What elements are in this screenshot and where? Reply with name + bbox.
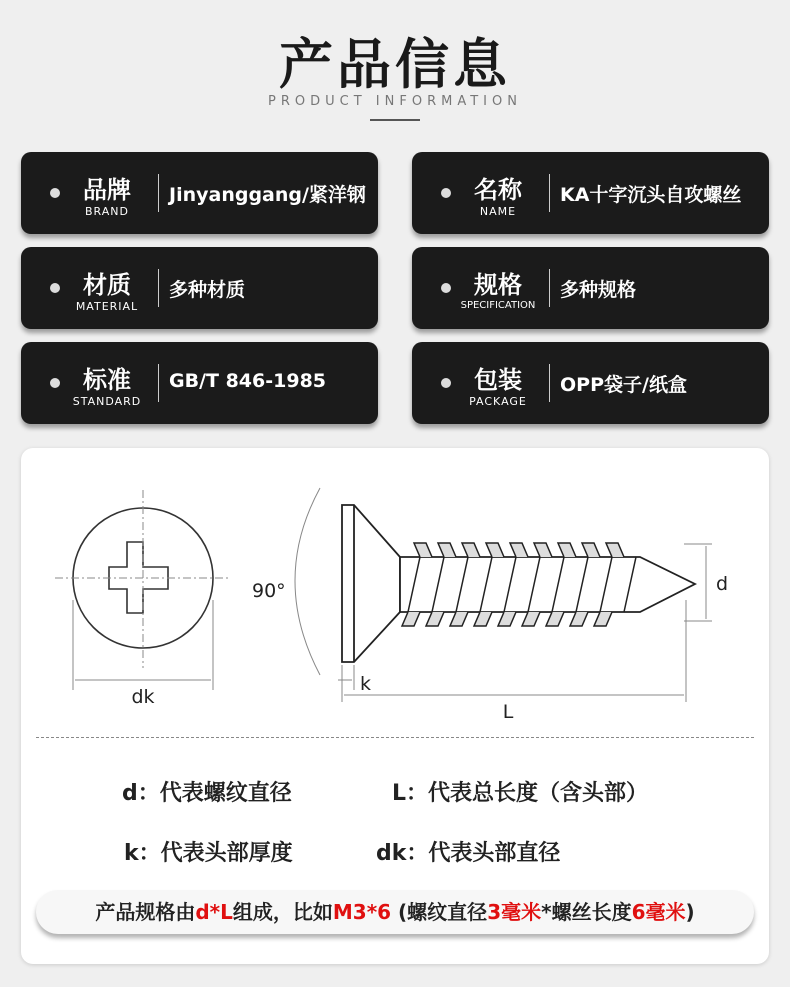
legend-d: d：代表螺纹直径	[122, 781, 292, 806]
spec-label: 名称	[474, 176, 522, 204]
note-highlight: d*L	[195, 900, 233, 924]
spec-value: 多种材质	[169, 279, 246, 301]
spec-example-note	[36, 890, 754, 934]
legend-dk: dk：代表头部直径	[376, 841, 561, 866]
legend-L: L：代表总长度（含头部）	[392, 781, 649, 806]
spec-label: 品牌	[83, 176, 131, 204]
spec-label-en: SPECIFICATION	[460, 300, 536, 311]
dim-k-label: k	[360, 673, 372, 695]
note-text: )	[685, 900, 695, 924]
spec-value: OPP袋子/纸盒	[560, 374, 687, 396]
dim-dk-label: dk	[131, 686, 155, 708]
note-highlight: 6毫米	[631, 900, 686, 924]
spec-label: 标准	[83, 366, 131, 394]
spec-value: GB/T 846-1985	[169, 370, 327, 392]
page-title: 产品信息	[279, 33, 511, 96]
note-text: 产品规格由	[95, 900, 196, 924]
spec-label-en: NAME	[479, 205, 517, 218]
screw-side-view	[342, 505, 695, 662]
spec-label-en: MATERIAL	[75, 300, 139, 313]
spec-value: KA十字沉头自攻螺丝	[560, 184, 742, 206]
spec-label: 材质	[83, 271, 131, 299]
spec-label-en: STANDARD	[72, 395, 142, 408]
spec-label: 包装	[474, 366, 522, 394]
spec-value: Jinyanggang/紧洋钢	[169, 184, 366, 206]
dashed-divider	[36, 737, 754, 738]
legend-k: k：代表头部厚度	[124, 841, 293, 866]
spec-label-en: BRAND	[85, 205, 129, 218]
note-highlight: 3毫米	[487, 900, 542, 924]
spec-label-en: PACKAGE	[469, 395, 527, 408]
page-subtitle: PRODUCT INFORMATION	[268, 94, 522, 109]
dim-L-label: L	[502, 701, 514, 723]
dim-d-label: d	[716, 573, 729, 595]
spec-value: 多种规格	[560, 279, 637, 301]
note-text: *螺丝长度	[541, 900, 632, 924]
spec-label: 规格	[474, 271, 522, 299]
angle-label: 90°	[252, 580, 286, 602]
note-text: (螺纹直径	[391, 900, 488, 924]
note-highlight: M3*6	[332, 900, 392, 924]
note-text: 组成，比如	[232, 900, 333, 924]
